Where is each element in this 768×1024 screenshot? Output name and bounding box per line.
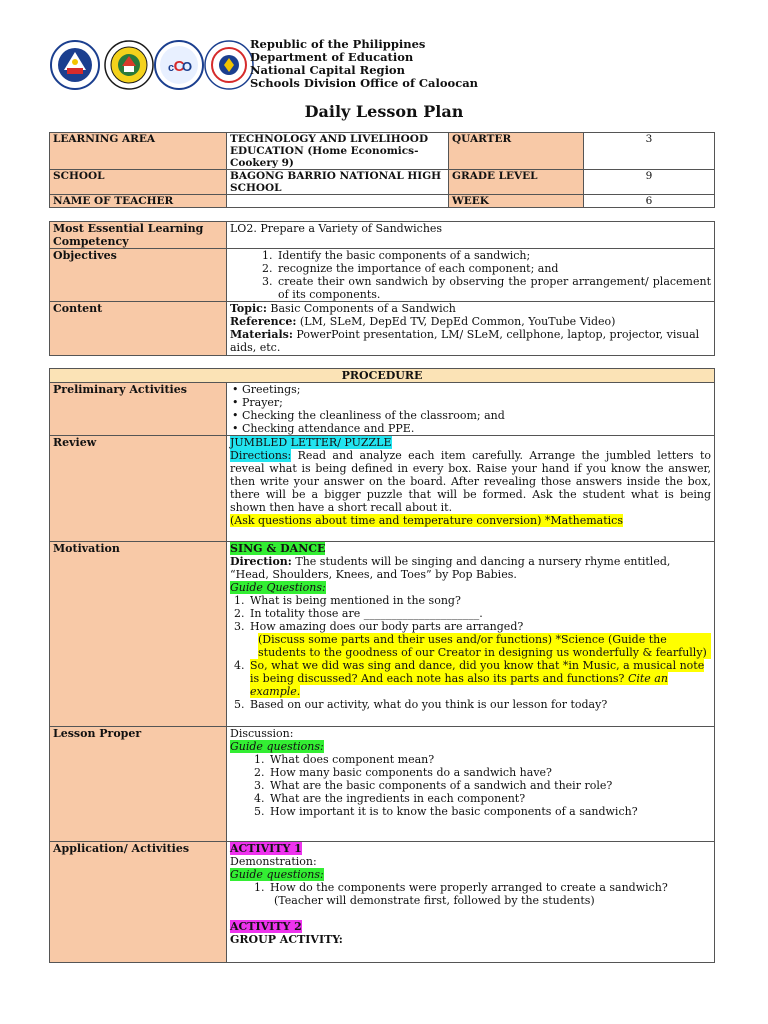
activity-2-badge: ACTIVITY 2 — [230, 920, 302, 933]
content-label: Content — [50, 302, 227, 356]
schools-division-seal-icon — [104, 40, 154, 90]
motivation-label: Motivation — [50, 542, 227, 727]
application-label: Application/ Activities — [50, 842, 227, 963]
lesson-question: 4. What are the ingredients in each component? — [268, 792, 711, 805]
objectives-label: Objectives — [50, 249, 227, 302]
motivation-question-note: (Discuss some parts and their uses and/or functions) *Science (Guide the students to the goodness of our Creator in designing us wonderfully & fearfully) — [258, 633, 711, 659]
objectives-cell — [227, 249, 715, 302]
document-title: Daily Lesson Plan — [304, 102, 464, 121]
motivation-direction-label: Direction: — [230, 555, 292, 568]
motivation-direction — [230, 555, 711, 581]
reference-value: (LM, SLeM, DepEd TV, DepEd Common, YouTube Video) — [296, 315, 616, 328]
topic-line — [230, 302, 711, 315]
logo-group — [50, 36, 250, 96]
application-guide-heading: Guide questions: — [230, 868, 324, 881]
reference-label: Reference: — [230, 315, 297, 328]
objective-item: 1. Identify the basic components of a sandwich; — [276, 249, 711, 262]
group-activity-text: GROUP ACTIVITY: — [230, 933, 343, 946]
info-table — [49, 132, 715, 208]
lesson-question: 1. What does component mean? — [268, 753, 711, 766]
review-directions-label: Directions: — [230, 449, 292, 462]
activity-1-badge: ACTIVITY 1 — [230, 842, 302, 855]
preliminary-item: • Prayer; — [232, 396, 283, 409]
teacher-label: NAME OF TEACHER — [50, 195, 227, 208]
agency-line: Republic of the Philippines — [250, 37, 426, 51]
agency-line: National Capital Region — [250, 63, 405, 77]
materials-label: Materials: — [230, 328, 293, 341]
preliminary-list — [230, 383, 711, 435]
department-seal-icon — [204, 40, 254, 90]
review-title: JUMBLED LETTER/ PUZZLE — [230, 436, 392, 449]
learning-area-value: TECHNOLOGY AND LIVELIHOOD EDUCATION (Home Economics- Cookery 9) — [227, 133, 449, 170]
competency-table — [49, 221, 715, 356]
school-label: SCHOOL — [50, 170, 227, 195]
application-cell — [227, 842, 715, 963]
lesson-proper-label: Lesson Proper — [50, 727, 227, 842]
preliminary-item: • Checking the cleanliness of the classroom; and — [232, 409, 505, 422]
lesson-question: 5. How important it is to know the basic components of a sandwich? — [268, 805, 711, 818]
preliminary-item: • Checking attendance and PPE. — [232, 422, 415, 435]
materials-value: PowerPoint presentation, LM/ SLeM, cellphone, laptop, projector, visual aids, etc. — [230, 328, 700, 354]
application-note: (Teacher will demonstrate first, followed by the students) — [274, 894, 595, 907]
materials-line — [230, 328, 711, 354]
motivation-question — [248, 659, 711, 698]
svg-text:C: C — [173, 58, 185, 75]
teacher-value — [227, 195, 449, 208]
svg-text:O: O — [181, 59, 193, 74]
competency-label: Most Essential Learning Competency — [50, 222, 227, 249]
lesson-question: 3. What are the basic components of a sandwich and their role? — [268, 779, 711, 792]
motivation-question-text: So, what we did was sing and dance, did you know that *in Music, a musical note is being discussed? And each note has also its parts and functions? — [250, 659, 705, 685]
motivation-question: 5. Based on our activity, what do you think is our lesson for today? — [248, 698, 711, 711]
motivation-question-text: How amazing does our body parts are arranged? — [250, 620, 524, 633]
procedure-table — [49, 368, 715, 963]
review-cell — [227, 436, 715, 542]
review-directions — [230, 449, 711, 514]
learning-area-label: LEARNING AREA — [50, 133, 227, 170]
week-label: WEEK — [449, 195, 584, 208]
demonstration-text: Demonstration: — [230, 855, 317, 868]
review-directions-text: Read and analyze each item carefully. Arrange the jumbled letters to reveal what is being defined in every box. Raise your hand if you know the answer, then write your answer on the board. After revealing those answers inside the box, there will be a bigger puzzle that will be formed. Ask the student what is being shown then have a short recall about it. — [230, 449, 712, 514]
motivation-question-cite: Cite an example. — [250, 672, 668, 698]
motivation-question: 2. In totality those are _____________________. — [248, 607, 711, 620]
reference-line — [230, 315, 711, 328]
competency-value: LO2. Prepare a Variety of Sandwiches — [227, 222, 715, 249]
preliminary-label: Preliminary Activities — [50, 383, 227, 436]
quarter-label: QUARTER — [449, 133, 584, 170]
agency-line: Department of Education — [250, 50, 414, 64]
agency-line: Schools Division Office of Caloocan — [250, 76, 479, 90]
deped-seal-icon — [50, 40, 100, 90]
quarter-value: 3 — [584, 133, 715, 170]
lesson-guide-heading: Guide questions: — [230, 740, 324, 753]
topic-label: Topic: — [230, 302, 267, 315]
application-question: 1. How do the components were properly arranged to create a sandwich? — [268, 881, 711, 894]
objective-item: 3. create their own sandwich by observing the proper arrangement/ placement of its components. — [276, 275, 711, 301]
grade-level-value: 9 — [584, 170, 715, 195]
agency-lines — [250, 38, 478, 90]
objectives-list — [230, 249, 711, 301]
lesson-discussion: Discussion: — [230, 727, 294, 740]
grade-level-label: GRADE LEVEL — [449, 170, 584, 195]
motivation-title: SING & DANCE — [230, 542, 326, 555]
topic-value: Basic Components of a Sandwich — [266, 302, 456, 315]
motivation-question — [248, 620, 711, 659]
lesson-question: 2. How many basic components do a sandwich have? — [268, 766, 711, 779]
application-questions — [230, 881, 711, 894]
preliminary-cell — [227, 383, 715, 436]
review-label: Review — [50, 436, 227, 542]
lesson-proper-cell — [227, 727, 715, 842]
motivation-guide-heading: Guide Questions: — [230, 581, 326, 594]
school-value: BAGONG BARRIO NATIONAL HIGH SCHOOL — [227, 170, 449, 195]
motivation-question: 1. What is being mentioned in the song? — [248, 594, 711, 607]
week-value: 6 — [584, 195, 715, 208]
motivation-direction-text: The students will be singing and dancing a nursery rhyme entitled, “Head, Shoulders, Knees, and Toes” by Pop Babies. — [230, 555, 671, 581]
motivation-cell — [227, 542, 715, 727]
preliminary-item: • Greetings; — [232, 383, 301, 396]
content-cell — [227, 302, 715, 356]
objective-item: 2. recognize the importance of each component; and — [276, 262, 711, 275]
svg-text:c: c — [167, 62, 175, 74]
lesson-questions — [230, 753, 711, 818]
motivation-questions — [230, 594, 711, 711]
cao-logo-icon — [154, 40, 204, 90]
review-integration: (Ask questions about time and temperature conversion) *Mathematics — [230, 514, 623, 527]
letterhead — [50, 36, 730, 96]
procedure-heading: PROCEDURE — [50, 369, 715, 383]
